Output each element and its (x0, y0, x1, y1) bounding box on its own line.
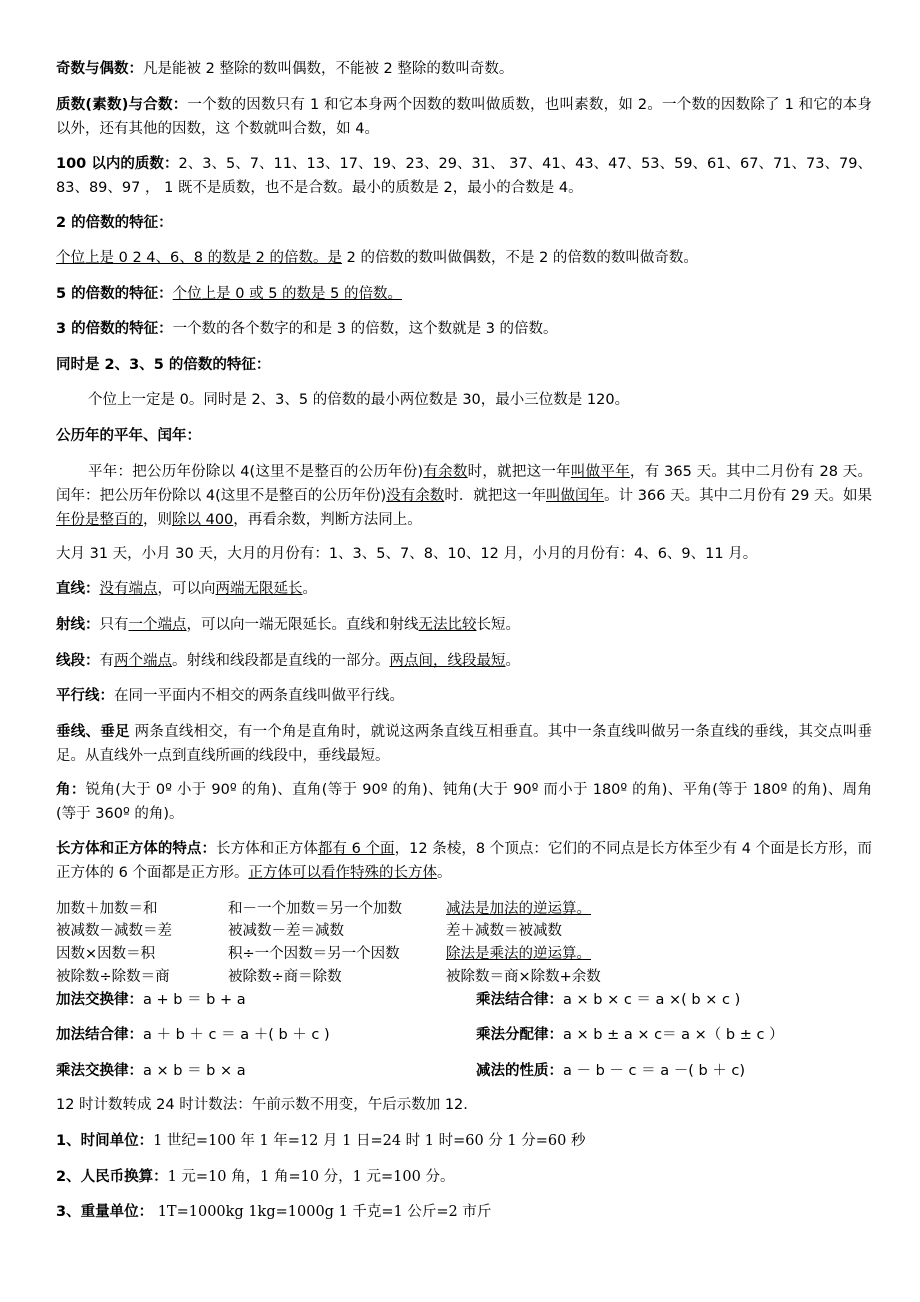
unit-label: 2、人民币换算： (56, 1169, 168, 1185)
text-run: ，有 365 天。其中二月份有 28 天。闰年：把公历年份除以 4(这里不是整百的公历年份) (56, 464, 873, 504)
operation-cell: 加数＋加数＝和 (56, 901, 158, 917)
unit-line (56, 1200, 872, 1224)
text-run: ，再看余数，判断方法同上。 (233, 512, 422, 528)
text-run: ，12 条棱，8 个顶点：它们的不同点是长方体至少有 4 个面是长方形，而正方体的 6 个面都是正方形。 (56, 841, 872, 881)
paragraph (56, 542, 872, 566)
paragraph (56, 684, 872, 708)
underlined-text: 年份是整百的 (56, 512, 143, 528)
unit-line (56, 1129, 872, 1153)
underlined-text: 个位上是 0 或 5 的数是 5 的倍数。 (172, 286, 402, 302)
operation-row (56, 898, 872, 920)
paragraph (56, 317, 872, 341)
underlined-text: 除以 400 (172, 512, 234, 528)
text-run: 时，就把这一年 (467, 464, 571, 480)
paragraph-heading: 公历年的平年、闰年： (56, 428, 201, 444)
law-item (56, 989, 246, 1011)
operation-cell: 减法是加法的逆运算。 (446, 901, 591, 917)
paragraph-heading: 直线： (56, 581, 100, 597)
paragraph-heading: 平行线： (56, 688, 114, 704)
paragraph (56, 649, 872, 673)
law-formula: a ＋ b ＋ c ＝ a ＋( b ＋ c ) (143, 1027, 330, 1043)
law-formula: a × b ＝ b × a (143, 1063, 246, 1079)
underlined-text: 没有余数 (386, 488, 445, 504)
operation-row (56, 943, 872, 965)
operation-cell: 被除数÷除数＝商 (56, 969, 170, 985)
unit-text: 1 元=10 角，1 角=10 分，1 元=100 分。 (167, 1169, 455, 1185)
operation-cell: 被除数＝商×除数+余数 (446, 969, 601, 985)
paragraph-heading: 奇数与偶数： (56, 61, 143, 77)
paragraph (56, 424, 872, 448)
law-label: 乘法分配律： (476, 1027, 563, 1043)
text-run: 两条直线相交，有一个角是直角时，就说这两条直线互相垂直。其中一条直线叫做另一条直线的垂线，其交点叫垂足。从直线外一点到直线所画的线段中，垂线最短。 (56, 724, 872, 764)
law-item (56, 1060, 246, 1082)
text-run: 时．就把这一年 (444, 488, 546, 504)
underlined-text: 叫做闰年 (545, 488, 605, 504)
law-item (476, 1060, 745, 1082)
paragraph (56, 93, 872, 141)
text-run: 锐角(大于 0º 小于 90º 的角)、直角(等于 90º 的角)、钝角(大于 90º 而小于 180º 的角)、平角(等于 180º 的角)、周角(等于 360º 的角)。 (56, 782, 872, 822)
text-run: 。 (436, 865, 452, 881)
paragraph (56, 778, 872, 826)
unit-label: 3、重量单位： (56, 1204, 154, 1220)
underlined-text: 无法比较 (418, 617, 477, 633)
operation-cell: 积÷一个因数＝另一个因数 (228, 946, 400, 962)
paragraph (56, 353, 872, 377)
operation-cell: 被减数－差＝减数 (228, 923, 344, 939)
text-run: 。 (505, 653, 520, 669)
underlined-text: 有余数 (423, 464, 468, 480)
law-label: 乘法结合律： (476, 992, 563, 1008)
paragraph (56, 152, 872, 200)
paragraph (56, 282, 872, 306)
underlined-text: 两端无限延长 (215, 581, 303, 597)
text-run: 。射线和线段都是直线的一部分。 (172, 653, 390, 669)
paragraph (56, 57, 872, 81)
text-run: 长短。 (476, 617, 520, 633)
underlined-text: 没有端点 (99, 581, 158, 597)
operation-cell: 差＋减数＝被减数 (446, 923, 562, 939)
text-run: 只有 (99, 617, 129, 633)
paragraph (56, 211, 872, 235)
text-run: 平年：把公历年份除以 4(这里不是整百的公历年份) (88, 464, 424, 480)
underlined-text: 正方体可以看作特殊的长方体 (248, 865, 437, 881)
text-run: 在同一平面内不相交的两条直线叫做平行线。 (114, 688, 404, 704)
law-formula: a － b － c ＝ a －( b ＋ c) (563, 1063, 746, 1079)
law-formula: a × b × c ＝ a ×( b × c ) (563, 992, 741, 1008)
operation-cell: 被除数÷商＝除数 (228, 969, 342, 985)
paragraph-heading: 5 的倍数的特征： (56, 286, 173, 302)
underlined-text: 两点间，线段最短 (389, 653, 506, 669)
unit-text: 1 世纪=100 年 1 年=12 月 1 日=24 时 1 时=60 分 1 分=60 秒 (153, 1133, 586, 1149)
law-item (476, 989, 740, 1011)
unit-text: 1T=1000kg 1kg=1000g 1 千克=1 公斤=2 市斤 (153, 1204, 492, 1220)
law-label: 乘法交换律： (56, 1063, 143, 1079)
paragraph (56, 720, 872, 768)
law-formula: a + b ＝ b + a (143, 992, 246, 1008)
text-run: ，则 (143, 512, 172, 528)
underlined-text: 两个端点 (114, 653, 172, 669)
paragraph-heading: 质数(素数)与合数： (56, 97, 188, 113)
paragraph-heading: 3 的倍数的特征： (56, 321, 173, 337)
unit-label: 1、时间单位： (56, 1133, 154, 1149)
clock-note: 12 时计数转成 24 时计数法：午前示数不用变，午后示数加 12. (56, 1097, 468, 1113)
text-run: ，可以向 (157, 581, 216, 597)
text-run: 长方体和正方体 (216, 841, 318, 857)
paragraph-heading: 线段： (56, 653, 100, 669)
paragraph (56, 460, 872, 532)
operation-cell: 和－一个加数＝另一个加数 (228, 901, 402, 917)
text-run: 有 (99, 653, 114, 669)
text-run: 2 的倍数的数叫做偶数，不是 2 的倍数的数叫做奇数。 (342, 250, 698, 266)
law-label: 加法结合律： (56, 1027, 143, 1043)
text-run: 大月 31 天，小月 30 天，大月的月份有：1、3、5、7、8、10、12 月，小月的月份有：4、6、9、11 月。 (56, 546, 758, 562)
paragraph-heading: 射线： (56, 617, 100, 633)
unit-line (56, 1165, 872, 1189)
underlined-text: 都有 6 个面 (317, 841, 395, 857)
operation-cell: 除法是乘法的逆运算。 (446, 946, 591, 962)
text-run: ，可以向一端无限延长。直线和射线 (186, 617, 419, 633)
paragraph (56, 613, 872, 637)
law-formula: a × b ± a × c＝ a ×（ b ± c ） (563, 1027, 784, 1043)
paragraph (56, 388, 872, 412)
text-run: 。计 366 天。其中二月份有 29 天。如果 (604, 488, 873, 504)
operation-row (56, 920, 872, 942)
text-run: 。 (302, 581, 317, 597)
text-run: 2、3、5、7、11、13、17、19、23、29、31、 37、41、43、47、53、59、61、67、71、73、79、83、89、97 ， 1 既不是质数，也不是合数。最小的质数是 2，最小的合数是 4。 (56, 156, 872, 196)
operation-row (56, 966, 872, 988)
operation-cell: 因数×因数＝积 (56, 946, 156, 962)
text-run: 凡是能被 2 整除的数叫偶数，不能被 2 整除的数叫奇数。 (143, 61, 514, 77)
paragraph (56, 837, 872, 885)
paragraph-heading: 100 以内的质数： (56, 156, 179, 172)
text-run: 一个数的各个数字的和是 3 的倍数，这个数就是 3 的倍数。 (172, 321, 558, 337)
underlined-text: 叫做平年 (570, 464, 630, 480)
law-label: 加法交换律： (56, 992, 143, 1008)
paragraph (56, 577, 872, 601)
underlined-text: 个位上是 0 2 4、6、8 的数是 2 的倍数。是 (56, 250, 343, 266)
paragraph-heading: 同时是 2、3、5 的倍数的特征： (56, 357, 271, 373)
law-item (476, 1024, 784, 1046)
law-item (56, 1024, 330, 1046)
text-run: 一个数的因数只有 1 和它本身两个因数的数叫做质数，也叫素数，如 2。一个数的因数除了 1 和它的本身以外，还有其他的因数，这 个数就叫合数，如 4。 (56, 97, 872, 137)
operation-cell: 被减数－减数＝差 (56, 923, 172, 939)
law-label: 减法的性质： (476, 1063, 563, 1079)
underlined-text: 一个端点 (128, 617, 187, 633)
paragraph-heading: 垂线、垂足 (56, 724, 130, 740)
paragraph (56, 246, 872, 270)
text-run: 个位上一定是 0。同时是 2、3、5 的倍数的最小两位数是 30，最小三位数是 120。 (88, 392, 630, 408)
paragraph-heading: 长方体和正方体的特点： (56, 841, 217, 857)
paragraph-heading: 角： (56, 782, 86, 798)
paragraph-heading: 2 的倍数的特征： (56, 215, 173, 231)
